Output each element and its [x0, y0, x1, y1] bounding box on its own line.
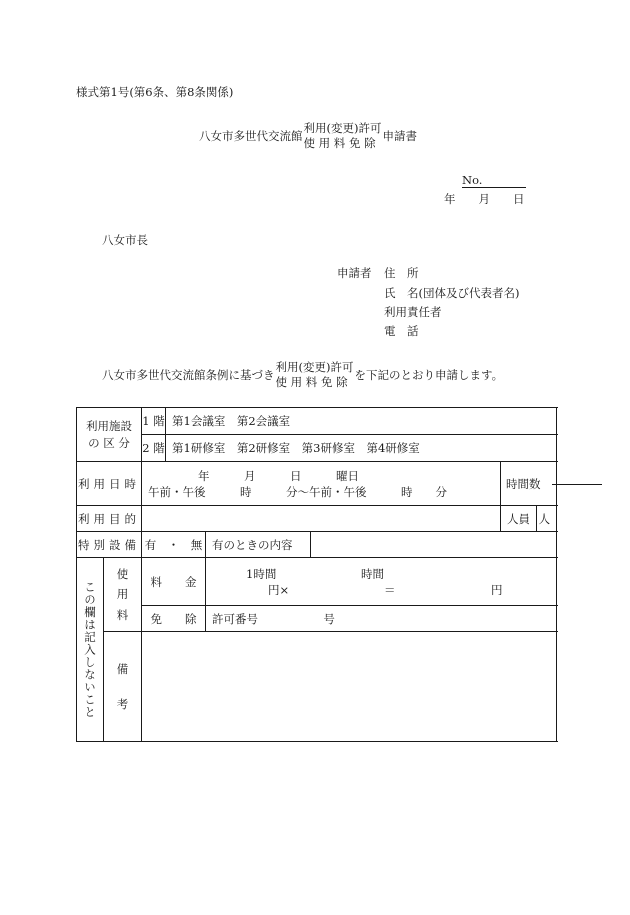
- applicant-phone: 電 話: [384, 324, 419, 338]
- fee-char-2: 用: [116, 587, 129, 602]
- floor1-rooms[interactable]: 第1会議室 第2会議室: [166, 408, 557, 435]
- applicant-name: 氏 名(団体及び代表者名): [384, 286, 520, 300]
- equipment-detail-field[interactable]: [311, 532, 557, 558]
- fee-equals: ＝: [384, 582, 396, 597]
- hours-field[interactable]: [501, 462, 557, 506]
- floor2-label: 2 階: [142, 435, 166, 462]
- purpose-field[interactable]: [142, 506, 501, 532]
- remarks-char-2: 考: [116, 697, 129, 711]
- hours-label: 時間数: [506, 476, 541, 491]
- applicant-manager: 利用責任者: [384, 305, 442, 319]
- statement: [102, 360, 503, 390]
- remarks-char-1: 備: [116, 662, 129, 676]
- statement-option-bottom: 使 用 料 免 除: [275, 375, 348, 389]
- fee-hour-label: 1時間: [246, 566, 277, 581]
- addressee: 八女市長: [102, 233, 148, 247]
- application-table: [76, 407, 557, 742]
- title-option-bottom: 使 用 料 免 除: [303, 136, 376, 150]
- fee-section-label: [104, 558, 142, 632]
- number-label: No.: [462, 173, 483, 187]
- applicant-address: 住 所: [384, 266, 419, 280]
- office-use-note-text: この欄は記入しないこと: [83, 580, 97, 719]
- permit-field[interactable]: [206, 606, 557, 632]
- fee-char-3: 料: [116, 608, 129, 623]
- facility-label-line1: 利用施設: [86, 418, 132, 433]
- people-field[interactable]: [537, 506, 557, 532]
- statement-suffix: を下記のとおり申請します。: [354, 368, 504, 382]
- fee-yen-times: 円×: [268, 582, 290, 597]
- people-label: 人員: [501, 506, 537, 532]
- statement-prefix: 八女市多世代交流館条例に基づき: [102, 368, 275, 382]
- form-number: 様式第1号(第6条、第8条関係): [76, 85, 234, 99]
- permit-unit: 号: [323, 611, 335, 626]
- fee-yen-total: 円: [491, 582, 503, 597]
- title-suffix: 申請書: [382, 129, 417, 143]
- datetime-field[interactable]: [142, 462, 501, 506]
- remarks-field[interactable]: [142, 632, 557, 742]
- title-option-top: 利用(変更)許可: [303, 121, 382, 135]
- remarks-label: [104, 632, 142, 742]
- equipment-detail-label: 有のときの内容: [206, 532, 311, 558]
- floor1-label: 1 階: [142, 408, 166, 435]
- purpose-label: 利用目的: [77, 506, 142, 532]
- fee-label: 料 金: [142, 558, 206, 606]
- fee-calc[interactable]: [206, 558, 557, 606]
- number-field[interactable]: [462, 173, 526, 188]
- equipment-label: 特別設備: [77, 532, 142, 558]
- datetime-line1: 年 月 日 曜日: [198, 468, 359, 483]
- title-prefix: 八女市多世代交流館: [199, 129, 303, 143]
- exempt-label: 免 除: [142, 606, 206, 632]
- applicant-label: 申請者: [337, 266, 372, 280]
- facility-label-line2: の 区 分: [88, 435, 130, 450]
- office-use-note: [77, 558, 104, 742]
- people-unit: 人: [538, 511, 551, 526]
- permit-label: 許可番号: [212, 611, 258, 626]
- facility-label: [77, 408, 142, 462]
- date-label: 年 月 日: [444, 192, 525, 206]
- datetime-line2: 午前・午後 時 分～午前・午後 時 分: [148, 484, 447, 499]
- equipment-choice[interactable]: 有 ・ 無: [142, 532, 206, 558]
- form-title: [199, 121, 417, 151]
- fee-hours-label: 時間: [361, 566, 384, 581]
- datetime-label: 利用日時: [77, 462, 142, 506]
- floor2-rooms[interactable]: 第1研修室 第2研修室 第3研修室 第4研修室: [166, 435, 557, 462]
- fee-char-1: 使: [116, 566, 129, 581]
- statement-option-top: 利用(変更)許可: [275, 360, 354, 374]
